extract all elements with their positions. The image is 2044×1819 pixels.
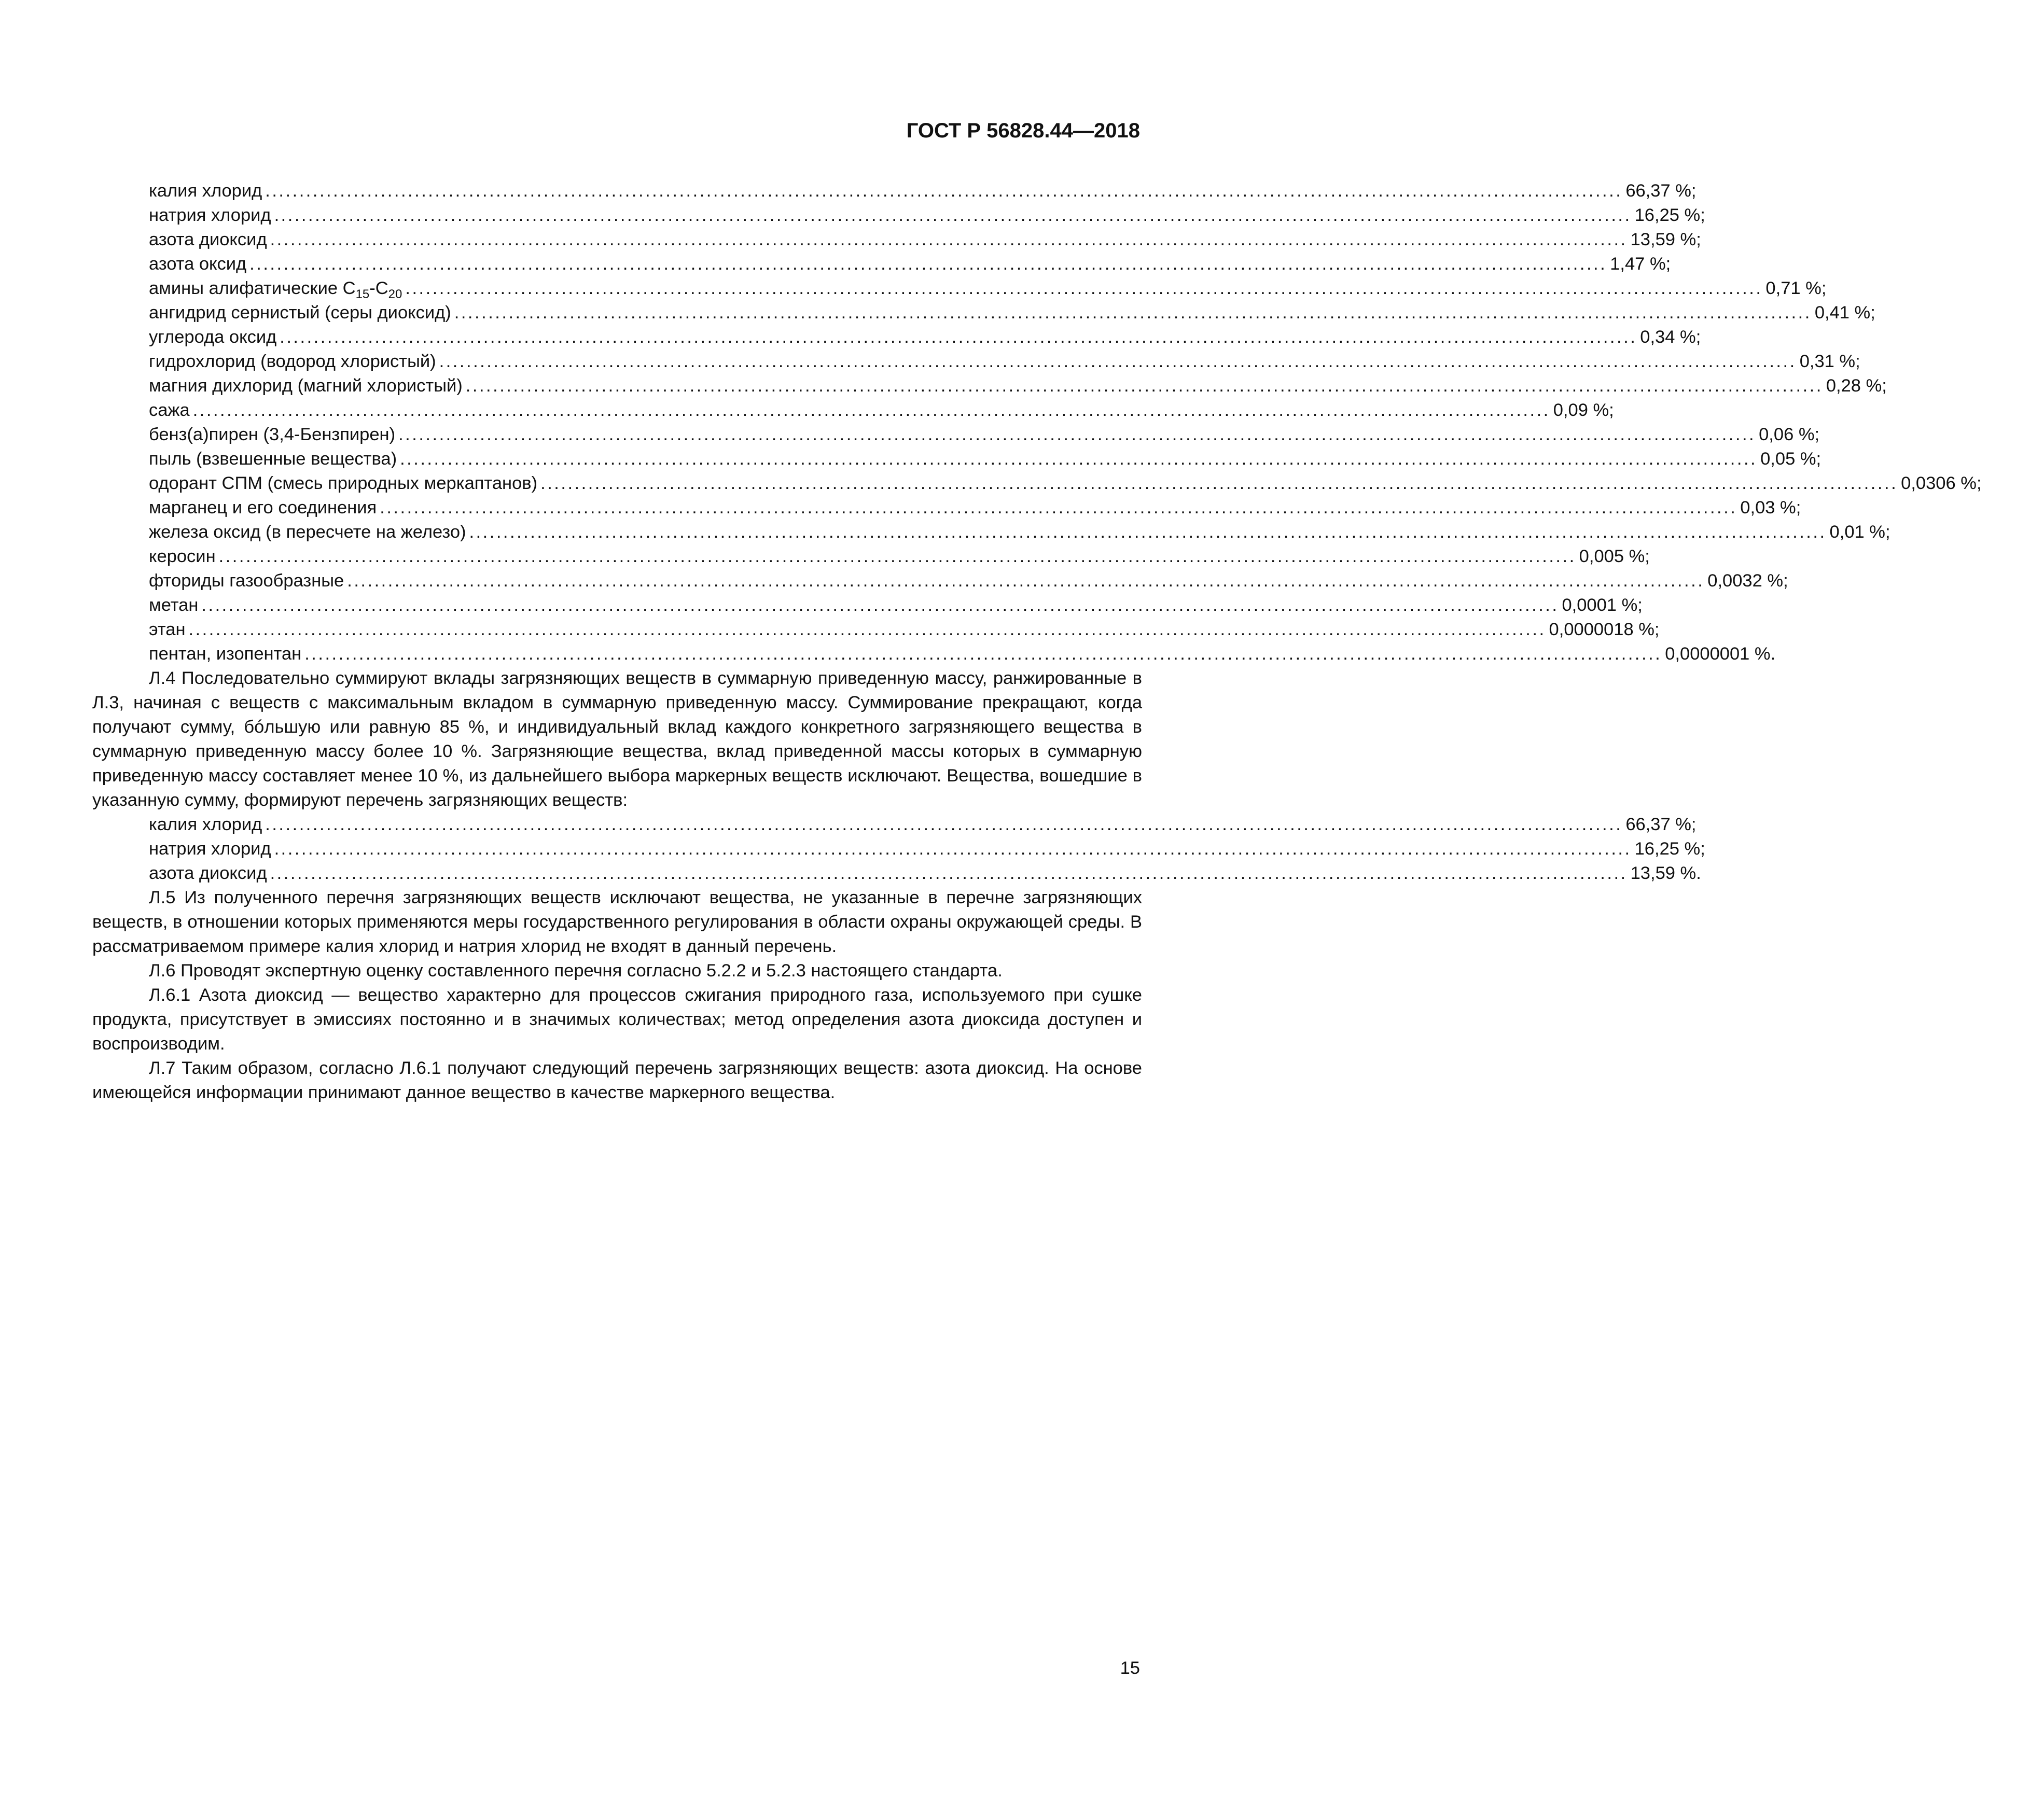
list-item: [149, 813, 1697, 837]
substance-value: 0,71 %;: [1765, 278, 1827, 298]
list-item: [149, 179, 1697, 203]
substance-name: ангидрид сернистый (серы диоксид): [149, 303, 451, 323]
leader-dots: ........................................................................................................................................................................................................: [398, 425, 1756, 444]
substance-name: марганец и его соединения: [149, 498, 377, 517]
substance-name: азота диоксид: [149, 863, 267, 883]
subscript-start: 15: [355, 287, 370, 301]
list-item: [149, 349, 1860, 374]
leader-dots: ........................................................................................................................................................................................................: [265, 181, 1623, 201]
substance-name-mid: -С: [369, 278, 388, 298]
substance-value: 0,01 %;: [1829, 522, 1890, 542]
leader-dots: ........................................................................................................................................................................................................: [400, 449, 1758, 469]
leader-dots: ........................................................................................................................................................................................................: [304, 644, 1662, 664]
leader-dots: ........................................................................................................................................................................................................: [249, 254, 1607, 274]
leader-dots: ........................................................................................................................................................................................................: [347, 571, 1705, 591]
substance-name: калия хлорид: [149, 815, 262, 834]
substance-name: гидрохлорид (водород хлористый): [149, 352, 436, 371]
leader-dots: ........................................................................................................................................................................................................: [380, 498, 1737, 517]
substance-name: калия хлорид: [149, 181, 262, 201]
list-item: [149, 593, 1643, 618]
list-item: [149, 423, 1820, 447]
substance-value: 13,59 %.: [1630, 863, 1701, 883]
substance-name: одорант СПМ (смесь природных меркаптанов): [149, 473, 538, 493]
leader-dots: ........................................................................................................................................................................................................: [201, 595, 1559, 615]
list-item: [149, 228, 1701, 252]
substance-name: азота оксид: [149, 254, 247, 274]
list-item: [149, 642, 1776, 666]
list-item: [149, 569, 1788, 593]
substance-value: 0,0000018 %;: [1549, 620, 1660, 639]
list-item: [149, 447, 1821, 471]
substance-name: керосин: [149, 547, 216, 566]
substance-name: пыль (взвешенные вещества): [149, 449, 397, 469]
list-item: [149, 544, 1650, 569]
list-item: [149, 325, 1701, 349]
list-item: [149, 252, 1671, 276]
leader-dots: ........................................................................................................................................................................................................: [188, 620, 1546, 639]
substance-value: 16,25 %;: [1634, 839, 1705, 859]
substance-value: 66,37 %;: [1625, 181, 1697, 201]
list-item: [149, 618, 1660, 642]
substance-name-base: амины алифатические С: [149, 278, 356, 298]
leader-dots: ........................................................................................................................................................................................................: [465, 376, 1823, 396]
substance-value: 66,37 %;: [1625, 815, 1697, 834]
paragraph-l5: Л.5 Из полученного перечня загрязняющих веществ исключают вещества, не указанные в перечне загрязняющих веществ, в отношении которых применяются меры государственного регулирования в области охраны окружающей среды. В рассматриваемом примере калия хлорид и натрия хлорид не входят в данный перечень.: [92, 888, 1142, 956]
page-number: 15: [1120, 1658, 1140, 1678]
page-content: [92, 179, 1982, 1105]
substance-value: 0,34 %;: [1640, 327, 1701, 347]
substance-value: 0,41 %;: [1814, 303, 1875, 323]
paragraph-l6-1: Л.6.1 Азота диоксид — вещество характерно для процессов сжигания природного газа, используемого при сушке продукта, присутствует в эмиссиях постоянно и в значимых количествах; метод определения азота диоксида доступен и воспроизводим.: [92, 985, 1142, 1054]
list-item: [149, 520, 1890, 544]
substance-value: 0,0001 %;: [1562, 595, 1643, 615]
leader-dots: ........................................................................................................................................................................................................: [405, 278, 1763, 298]
list-item: [149, 301, 1875, 325]
substance-name: пентан, изопентан: [149, 644, 302, 664]
substance-value: 0,31 %;: [1799, 352, 1860, 371]
paragraph-l7: Л.7 Таким образом, согласно Л.6.1 получают следующий перечень загрязняющих веществ: азота диоксид. На основе имеющейся информации принимают данное вещество в качестве маркерного вещества.: [92, 1058, 1142, 1102]
list-item: [149, 861, 1701, 886]
leader-dots: ........................................................................................................................................................................................................: [540, 473, 1898, 493]
leader-dots: ........................................................................................................................................................................................................: [454, 303, 1812, 323]
substance-value: 0,03 %;: [1740, 498, 1801, 517]
substance-name: фториды газообразные: [149, 571, 344, 591]
substance-name: сажа: [149, 400, 190, 420]
paragraph-l4: Л.4 Последовательно суммируют вклады загрязняющих веществ в суммарную приведенную массу, ранжированные в Л.3, начиная с веществ с максимальным вкладом в суммарную приведенную массу. Суммирование прекращают, когда получают сумму, бóльшую или равную 85 %, и индивидуальный вклад каждого конкретного загрязняющего вещества в суммарную приведенную массу более 10 %. Загрязняющие вещества, вклад приведенной массы которых в суммарную приведенную массу составляет менее 10 %, из дальнейшего выбора маркерных веществ исключают. Вещества, вошедшие в указанную сумму, формируют перечень загрязняющих веществ:: [92, 668, 1142, 810]
substance-value: 0,0000001 %.: [1665, 644, 1776, 664]
substance-value: 1,47 %;: [1610, 254, 1671, 274]
substance-name: магния дихлорид (магний хлористый): [149, 376, 463, 396]
substance-name: метан: [149, 595, 199, 615]
substance-value: 0,05 %;: [1760, 449, 1821, 469]
list-item: [149, 203, 1705, 228]
substance-name: углерода оксид: [149, 327, 277, 347]
substance-name: бенз(а)пирен (3,4-Бензпирен): [149, 425, 396, 444]
substance-name: натрия хлорид: [149, 205, 271, 225]
substance-name: азота диоксид: [149, 230, 267, 249]
substance-name: железа оксид (в пересчете на железо): [149, 522, 466, 542]
substance-name: этан: [149, 620, 186, 639]
leader-dots: ........................................................................................................................................................................................................: [270, 863, 1628, 883]
leader-dots: ........................................................................................................................................................................................................: [469, 522, 1827, 542]
substance-value: 13,59 %;: [1630, 230, 1701, 249]
substance-value: 0,0032 %;: [1707, 571, 1788, 591]
leader-dots: ........................................................................................................................................................................................................: [280, 327, 1637, 347]
substance-list-full: [92, 179, 1982, 666]
list-item: [149, 374, 1887, 398]
list-item: [149, 471, 1982, 496]
list-item: [149, 496, 1801, 520]
leader-dots: ........................................................................................................................................................................................................: [439, 352, 1797, 371]
substance-value: 0,09 %;: [1553, 400, 1614, 420]
substance-list-selected: [92, 813, 1705, 886]
list-item: [149, 398, 1614, 423]
substance-name: [149, 276, 402, 301]
leader-dots: ........................................................................................................................................................................................................: [274, 205, 1632, 225]
leader-dots: ........................................................................................................................................................................................................: [270, 230, 1628, 249]
paragraph-l6: Л.6 Проводят экспертную оценку составленного перечня согласно 5.2.2 и 5.2.3 настоящего стандарта.: [149, 961, 1003, 981]
list-item: [149, 276, 1827, 301]
list-item: [149, 837, 1705, 861]
substance-value: 0,005 %;: [1579, 547, 1650, 566]
substance-name: натрия хлорид: [149, 839, 271, 859]
document-header: ГОСТ Р 56828.44—2018: [906, 119, 1140, 142]
leader-dots: ........................................................................................................................................................................................................: [192, 400, 1550, 420]
leader-dots: ........................................................................................................................................................................................................: [265, 815, 1623, 834]
leader-dots: ........................................................................................................................................................................................................: [218, 547, 1576, 566]
subscript-end: 20: [388, 287, 402, 301]
substance-value: 0,0306 %;: [1901, 473, 1982, 493]
leader-dots: ........................................................................................................................................................................................................: [274, 839, 1632, 859]
substance-value: 0,06 %;: [1759, 425, 1820, 444]
substance-value: 0,28 %;: [1826, 376, 1887, 396]
substance-value: 16,25 %;: [1634, 205, 1705, 225]
